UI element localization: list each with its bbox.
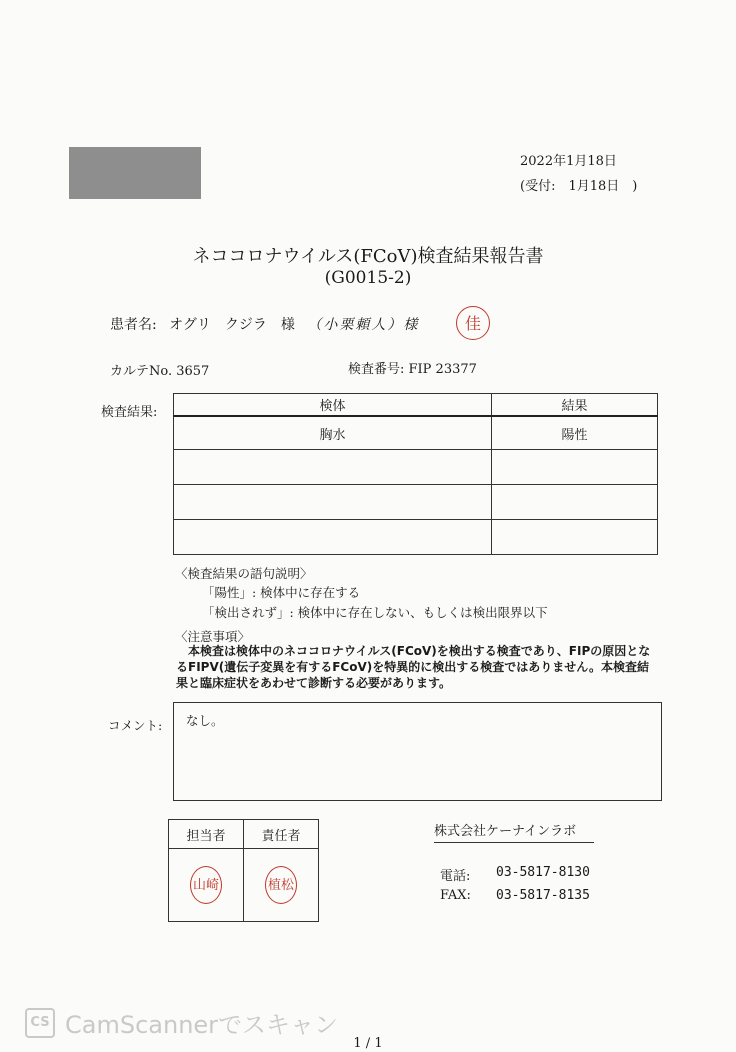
col-specimen-header: 検体 (174, 394, 492, 417)
signature-table (168, 819, 319, 922)
specimen-cell: 胸水 (174, 416, 492, 450)
glossary-positive: 「陽性」: 検体中に存在する (202, 585, 361, 600)
result-cell (492, 450, 658, 485)
tel-number: 03-5817-8130 (496, 865, 590, 880)
watermark-text: CamScannerでスキャン (65, 1011, 339, 1039)
specimen-cell (174, 485, 492, 520)
manager-seal-stamp: 植松 (265, 866, 297, 904)
results-label: 検査結果: (101, 405, 158, 420)
karte-number: カルテNo. 3657 (110, 364, 210, 379)
company-name: 株式会社ケーナインラボ (434, 820, 594, 843)
test-number: 検査番号: FIP 23377 (348, 362, 477, 377)
staff-stamp-cell (169, 849, 244, 922)
fax-number: 03-5817-8135 (496, 888, 590, 903)
patient-name: オグリ クジラ 様 (169, 317, 295, 333)
result-cell (492, 520, 658, 555)
specimen-cell (174, 520, 492, 555)
col-result-header: 結果 (492, 394, 658, 417)
notice-heading: 〈注意事項〉 (175, 629, 251, 644)
owner-seal-stamp: 佳 (456, 306, 490, 340)
received-date: (受付: 1月18日 ) (520, 179, 638, 194)
fax-label: FAX: (440, 888, 471, 903)
table-row (174, 520, 658, 555)
report-code: (G0015-2) (324, 268, 412, 288)
tel-label: 電話: (440, 869, 471, 884)
manager-stamp-cell (244, 849, 319, 922)
specimen-cell (174, 450, 492, 485)
result-cell: 陽性 (492, 416, 658, 450)
table-row (174, 450, 658, 485)
table-row (174, 485, 658, 520)
comment-label: コメント: (108, 718, 163, 733)
results-table (173, 393, 658, 555)
report-title: ネココロナウイルス(FCoV)検査結果報告書 (192, 246, 544, 267)
glossary-not-detected: 「検出されず」: 検体中に存在しない、もしくは検出限界以下 (202, 605, 548, 620)
page-number: 1 / 1 (353, 1036, 383, 1051)
staff-seal-stamp: 山崎 (190, 866, 222, 904)
staff-header: 担当者 (169, 820, 244, 849)
patient-line (110, 314, 427, 334)
patient-label: 患者名: (110, 317, 157, 333)
camscanner-watermark (25, 1005, 338, 1040)
comment-box (173, 702, 662, 801)
report-date: 2022年1月18日 (520, 154, 617, 169)
redacted-block (69, 147, 201, 199)
owner-name-handwritten: （小栗頼人）様 (307, 317, 420, 333)
result-cell (492, 485, 658, 520)
glossary-heading: 〈検査結果の語句説明〉 (175, 566, 313, 581)
comment-text: なし。 (186, 713, 224, 728)
notice-text: 本検査は検体中のネココロナウイルス(FCoV)を検出する検査であり、FIPの原因となるFIPV(遺伝子変異を有するFCoV)を特異的に検出する検査ではありません。本検査結果と臨床症状をあわせて診断する必要があります。 (176, 644, 651, 690)
manager-header: 責任者 (244, 820, 319, 849)
table-row (174, 416, 658, 450)
camscanner-icon: CS (25, 1008, 55, 1038)
